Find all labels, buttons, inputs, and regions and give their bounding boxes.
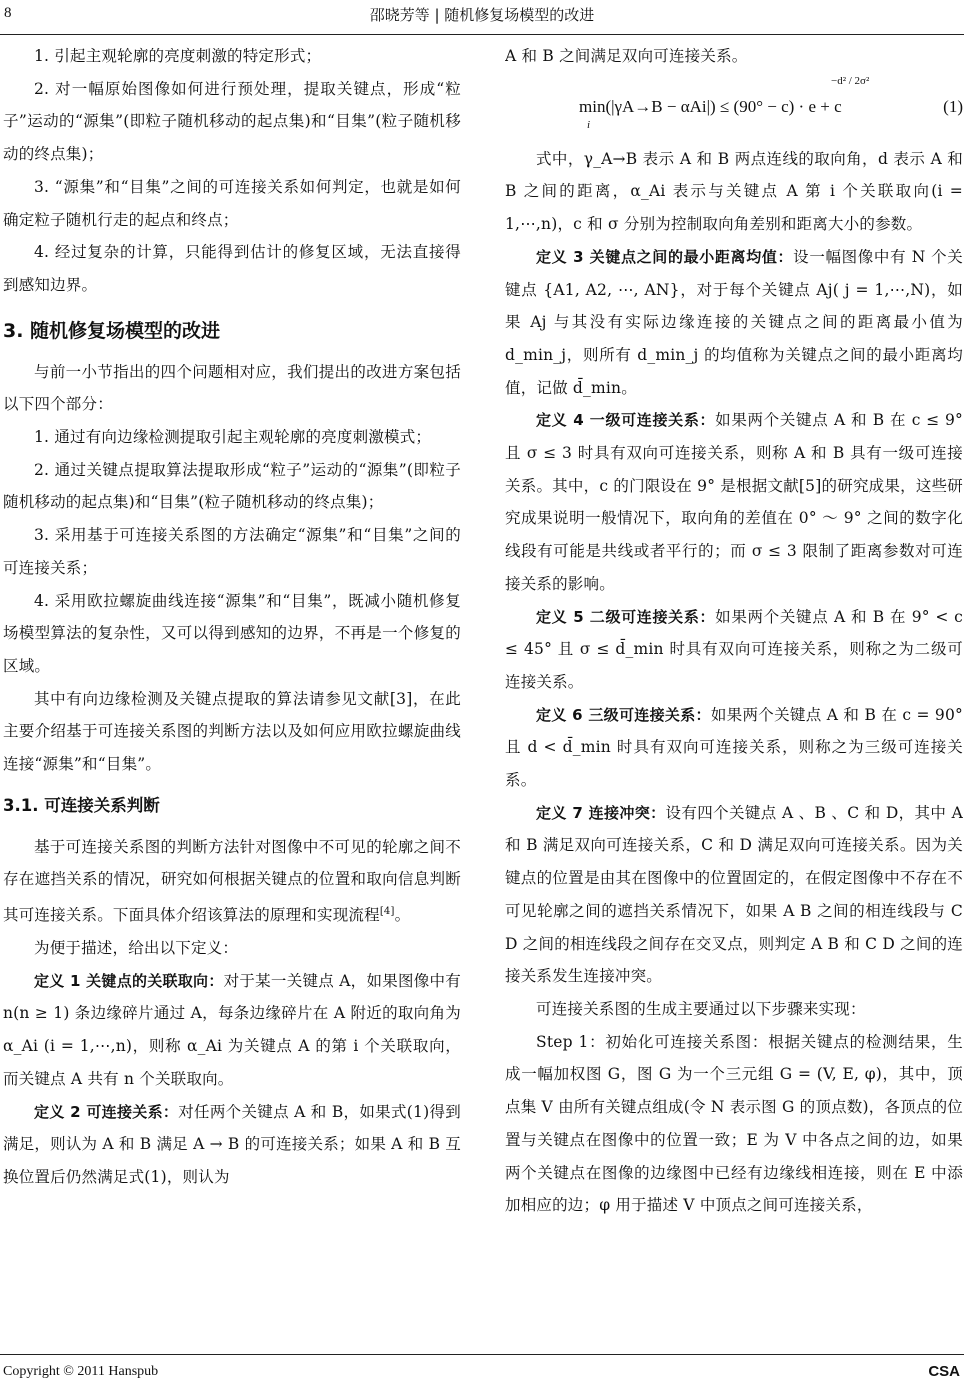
continued-paragraph: A 和 B 之间满足双向可连接关系。 <box>505 47 748 65</box>
problem-item-4: 4. 经过复杂的计算，只能得到估计的修复区域，无法直接得到感知边界。 <box>3 243 461 294</box>
definition-4-text: 如果两个关键点 A 和 B 在 c ≤ 9° 且 σ ≤ 3 时具有双向可连接关系，则称 A 和 B 具有一级可连接关系。其中，c 的门限设在 9° 是根据文献[5]的研究成果，这些研究成果说明一般情况下，取向角的差值在 0° ～ 9° 之间的数字化线段有可能是共线或者平行的；而 σ ≤ 3 限制了距离参数对可连接关系的影响。 <box>505 411 963 593</box>
definition-6-text: 如果两个关键点 A 和 B 在 c = 90° 且 d < d̄_min 时具有双向可连接关系，则称之为三级可连接关系。 <box>505 705 963 790</box>
equation-number: (1) <box>943 96 963 116</box>
steps-intro: 可连接关系图的生成主要通过以下步骤来实现： <box>536 999 866 1018</box>
left-column <box>3 40 461 1350</box>
definition-2-text: 对任两个关键点 A 和 B，如果式(1)得到满足，则认为 A 和 B 满足 A → B 的可连接关系；如果 A 和 B 互换位置后仍然满足式(1)，则认为 <box>3 1102 461 1186</box>
plan-item-4: 4. 采用欧拉螺旋曲线连接“源集”和“目集”，既减小随机修复场模型算法的复杂性，又可以得到感知的边界，不再是一个修复的区域。 <box>3 591 461 675</box>
definition-5-text: 如果两个关键点 A 和 B 在 9° < c ≤ 45° 且 σ ≤ d̄_min 时具有双向可连接关系，则称之为二级可连接关系。 <box>505 607 963 691</box>
problem-item-2: 2. 对一幅原始图像如何进行预处理，提取关键点，形成“粒子”运动的“源集”(即粒子随机移动的起点集)和“目集”(粒子随机移动的终点集)； <box>3 79 461 164</box>
section-title: 3. 随机修复场模型的改进 <box>3 319 221 342</box>
definition-2-term: 定义 2 可连接关系： <box>34 1102 179 1121</box>
right-column <box>505 40 963 1350</box>
definition-1-text: 对于某一关键点 A，如果图像中有 n(n ≥ 1) 条边缘碎片通过 A，每条边缘碎片在 A 附近的取向角为 α_Ai (i = 1,⋯,n)，则称 α_Ai 为关键点 A 的第 i 个关联取向，而关键点 A 共有 n 个关联取向。 <box>3 971 461 1088</box>
running-title: 邵晓芳等 | 随机修复场模型的改进 <box>369 6 595 24</box>
definition-7 <box>505 797 963 993</box>
definition-3 <box>505 241 963 405</box>
method-text-end: 。 <box>394 906 411 925</box>
step-1: Step 1：初始化可连接关系图：根据关键点的检测结果，生成一幅加权图 G，图 G 为一个三元组 G = (V, E, φ)，其中，顶点集 V 由所有关键点组成(令 N 表示图 G 的顶点数)，各顶点的位置与关键点在图像中的位置一致；E 为 V 中各点之间的边，如果两个关键点在图像的边缘图中已经有边缘线相连接，则在 E 中添加相应的边；φ 用于描述 V 中顶点之间可连接关系， <box>505 1032 963 1215</box>
problem-item-1: 1. 引起主观轮廓的亮度刺激的特定形式； <box>34 47 322 65</box>
definition-3-term: 定义 3 关键点之间的最小距离均值： <box>536 247 794 266</box>
page-number: 8 <box>4 5 12 21</box>
equation-exponent: −d² / 2σ² <box>831 74 870 87</box>
definition-6-term: 定义 6 三级可连接关系： <box>536 705 711 724</box>
definition-7-text: 设有四个关键点 A 、B 、C 和 D，其中 A 和 B 满足双向可连接关系，C 和 D 满足双向可连接关系。因为关键点的位置是由其在图像中的位置固定的，在假定图像中不存在不可见轮廓之间的遮挡关系情况下，如果 A B 之间的相连线段与 C D 之间的相连线段之间存在交叉点，则判定 A B 和 C D 之间的连接关系发生连接冲突。 <box>505 803 963 986</box>
reference-paragraph: 其中有向边缘检测及关键点提取的算法请参见文献[3]，在此主要介绍基于可连接关系图的判断方法以及如何应用欧拉螺旋曲线连接“源集”和“目集”。 <box>3 689 461 774</box>
equation-min-index: i <box>587 118 591 131</box>
page-header <box>0 0 964 35</box>
copyright-notice: Copyright © 2011 Hanspub <box>3 1364 159 1379</box>
intro-paragraph: 与前一小节指出的四个问题相对应，我们提出的改进方案包括以下四个部分： <box>3 362 461 414</box>
citation-4: [4] <box>379 906 395 918</box>
definition-1 <box>3 965 461 1096</box>
equation-1 <box>505 75 963 137</box>
definition-6 <box>505 699 963 797</box>
formula-explanation: 式中，γ_A→B 表示 A 和 B 两点连线的取向角，d 表示 A 和 B 之间的距离，α_Ai 表示与关键点 A 第 i 个关联取向(i = 1,⋯,n)，c 和 σ 分别为控制取向角差别和距离大小的参数。 <box>505 149 963 234</box>
method-paragraph <box>3 831 461 932</box>
definition-2 <box>3 1096 461 1194</box>
problem-item-3: 3. “源集”和“目集”之间的可连接关系如何判定，也就是如何确定粒子随机行走的起点和终点； <box>3 177 461 229</box>
page-footer <box>0 1354 964 1386</box>
plan-item-3: 3. 采用基于可连接关系图的方法确定“源集”和“目集”之间的可连接关系； <box>3 526 461 577</box>
plan-item-1: 1. 通过有向边缘检测提取引起主观轮廓的亮度刺激模式； <box>34 428 432 447</box>
plan-item-2: 2. 通过关键点提取算法提取形成“粒子”运动的“源集”(即粒子随机移动的起点集)和“目集”(粒子随机移动的终点集)； <box>3 460 461 512</box>
journal-abbrev: CSA <box>928 1363 960 1380</box>
method-text: 基于可连接关系图的判断方法针对图像中不可见的轮廓之间不存在遮挡关系的情况，研究如何根据关键点的位置和取向信息判断其可连接关系。下面具体介绍该算法的原理和实现流程 <box>3 837 461 925</box>
definitions-intro: 为便于描述，给出以下定义： <box>34 939 239 958</box>
definition-3-text: 设一幅图像中有 N 个关键点 {A1, A2, ⋯, AN}，对于每个关键点 Aj( j = 1,⋯,N)，如果 Aj 与其没有实际边缘连接的关键点之间的距离最小值为 d_min_j，则所有 d_min_j 的均值称为关键点之间的最小距离均值，记做 d̄_min。 <box>505 247 963 397</box>
equation-expression: min(|γA→B − αAi|) ≤ (90° − c) · e + c <box>579 96 842 116</box>
definition-4-term: 定义 4 一级可连接关系： <box>536 411 716 430</box>
subsection-title: 3.1. 可连接关系判断 <box>3 795 160 815</box>
definition-5-term: 定义 5 二级可连接关系： <box>536 607 716 626</box>
definition-7-term: 定义 7 连接冲突： <box>536 803 666 822</box>
definition-1-term: 定义 1 关键点的关联取向： <box>34 971 224 990</box>
definition-4 <box>505 404 963 600</box>
definition-5 <box>505 601 963 699</box>
